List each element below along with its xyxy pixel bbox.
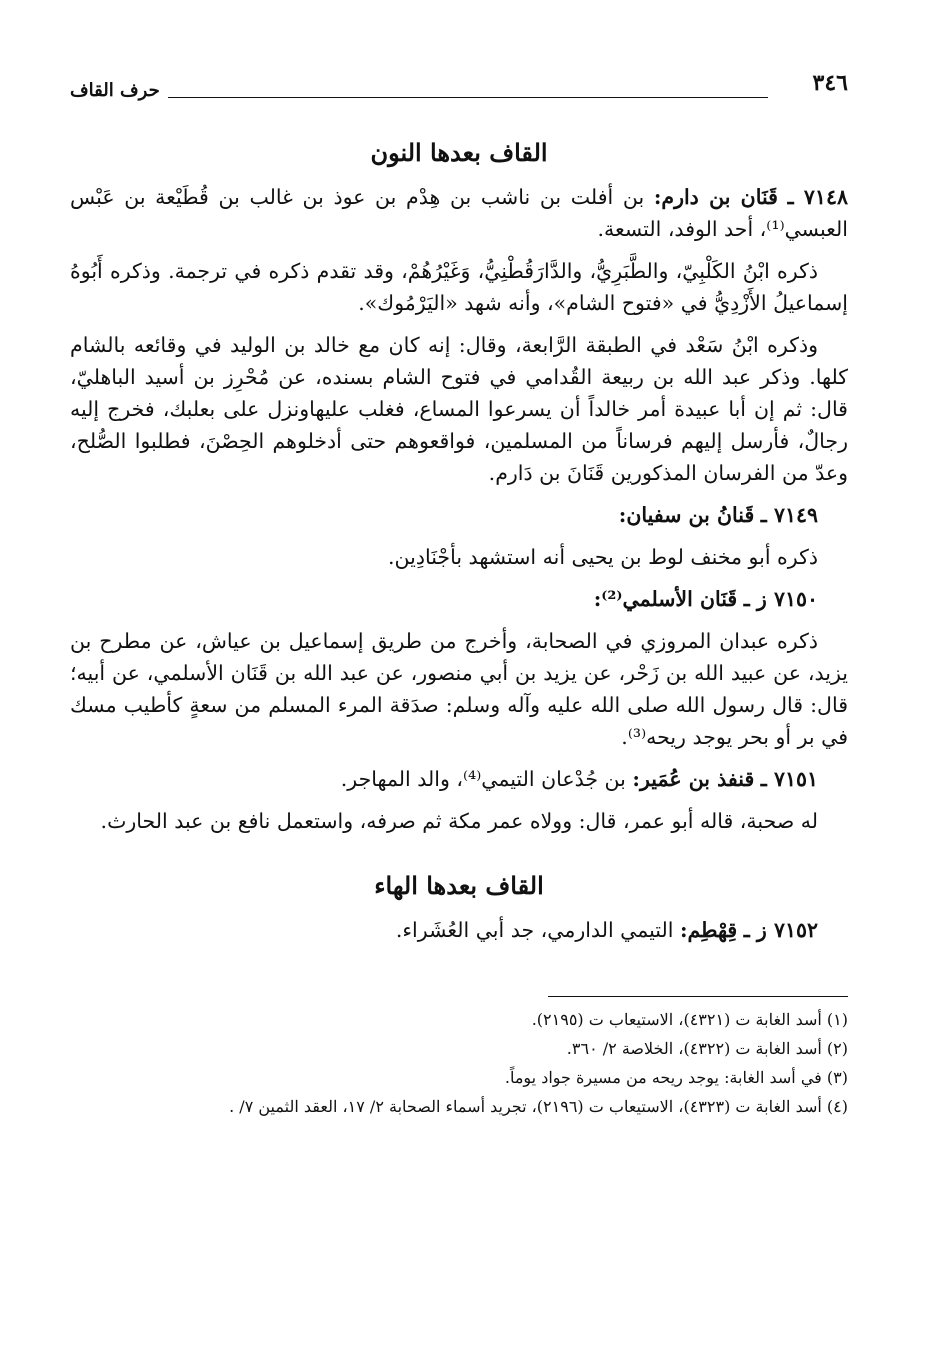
- entry-name: قِهْطِم:: [679, 918, 738, 942]
- footnote: (٣) في أسد الغابة: يوجد ريحه من مسيرة جواد يوماً.: [504, 1068, 848, 1087]
- page-number: ٣٤٦: [812, 70, 848, 96]
- entry-7152: [70, 914, 848, 946]
- entry-7150: [70, 583, 848, 615]
- entry-paragraph: له صحبة، قاله أبو عمر، قال: وولاه عمر مكة ثم صرفه، واستعمل نافع بن عبد الحارث.: [100, 809, 818, 833]
- running-title: حرف القاف: [70, 80, 160, 101]
- entry-name: قَنَان بن دارم:: [653, 185, 778, 209]
- entry-number: ٧١٥٢ ز ـ: [743, 918, 818, 942]
- entry-name: قَنانُ بن سفيان:: [618, 503, 755, 527]
- entry-7151: [70, 763, 848, 795]
- footnote: (١) أسد الغابة ت (٤٣٢١)، الاستيعاب ت (٢١٩٥).: [531, 1010, 848, 1029]
- header-rule: [168, 97, 768, 98]
- entry-paragraph: ذكره عبدان المروزي في الصحابة، وأخرج من طريق إسماعيل بن عياش، عن مطرح بن يزيد، عن عبيد الله بن زَحْر، عن يزيد بن أبي منصور، عن عبد الله بن قَنَان الأسلمي، عن أبيه؛ قال: قال رسول الله صلى الله عليه وآله وسلم: صدَقة المرء المسلم من سعةٍ كأطيب مسك في بر أو بحر يوجد ريحه⁽³⁾.: [70, 629, 848, 749]
- entry-text: بن جُدْعان التيمي⁽⁴⁾، والد المهاجر.: [340, 767, 626, 791]
- entry-number: ٧١٤٩ ـ: [760, 503, 818, 527]
- footnote: (٢) أسد الغابة ت (٤٣٢٢)، الخلاصة ٢/ ٣٦٠.: [566, 1039, 848, 1058]
- footnote-rule: [548, 996, 848, 997]
- entry-number: ٧١٥١ ـ: [760, 767, 818, 791]
- entry-paragraph: ذكره ابْنُ الكَلْبِيّ، والطَّبَرِيُّ، والدَّارَقُطْنِيُّ، وَغَيْرُهُمْ، وقد تقدم ذكره في ترجمة. وذكره أَبُوهُ إسماعيلُ الأَزْدِيُّ في «فتوح الشام»، وأنه شهد «اليَرْمُوك».: [70, 259, 848, 315]
- entry-number: ٧١٥٠ ز ـ: [743, 587, 818, 611]
- entry-text: التيمي الدارمي، جد أبي العُشَراء.: [395, 918, 674, 942]
- section-title: القاف بعدها الهاء: [374, 871, 544, 900]
- entry-name: قَنَان الأسلمي⁽²⁾:: [593, 587, 738, 611]
- footnote: (٤) أسد الغابة ت (٤٣٢٣)، الاستيعاب ت (٢١٩٦)، تجريد أسماء الصحابة ٢/ ١٧، العقد الثمين ٧/ .: [229, 1097, 848, 1116]
- entry-text: بن أفلت بن ناشب بن هِدْم بن عوذ بن غالب بن قُطَيْعة بن عَبْس العبسي⁽¹⁾، أحد الوفد، التسعة.: [70, 185, 848, 241]
- entry-name: قنفذ بن عُمَير:: [632, 767, 755, 791]
- running-header: [70, 70, 848, 104]
- entry-paragraph: ذكره أبو مخنف لوط بن يحيى أنه استشهد بأجْنَادِين.: [388, 545, 818, 569]
- entry-7148: [70, 181, 848, 245]
- entry-7149: [70, 499, 848, 531]
- section-title: القاف بعدها النون: [370, 138, 548, 167]
- footnotes: [70, 1005, 848, 1121]
- document-page: [70, 70, 848, 1121]
- entry-paragraph: وذكره ابْنُ سَعْد في الطبقة الرَّابعة، وقال: إنه كان مع خالد بن الوليد في وقائعه بالشام كلها. وذكر عبد الله بن ربيعة القُدامي في فتوح الشام بسنده، عن مُحْرِز بن أسيد الباهليّ، قال: ثم إن أبا عبيدة أمر خالداً أن يسرعوا المساع، فغلب عليهاونزل على بعلبك، فخرج إليه رجالٌ، فأرسل إليهم فرساناً من المسلمين، فواقعوهم حتى أدخلوهم الحِصْنَ، فطلبوا الصُّلح، وعدّ من الفرسان المذكورين قَنَانَ بن دَارم.: [70, 333, 848, 485]
- entry-number: ٧١٤٨ ـ: [787, 185, 848, 209]
